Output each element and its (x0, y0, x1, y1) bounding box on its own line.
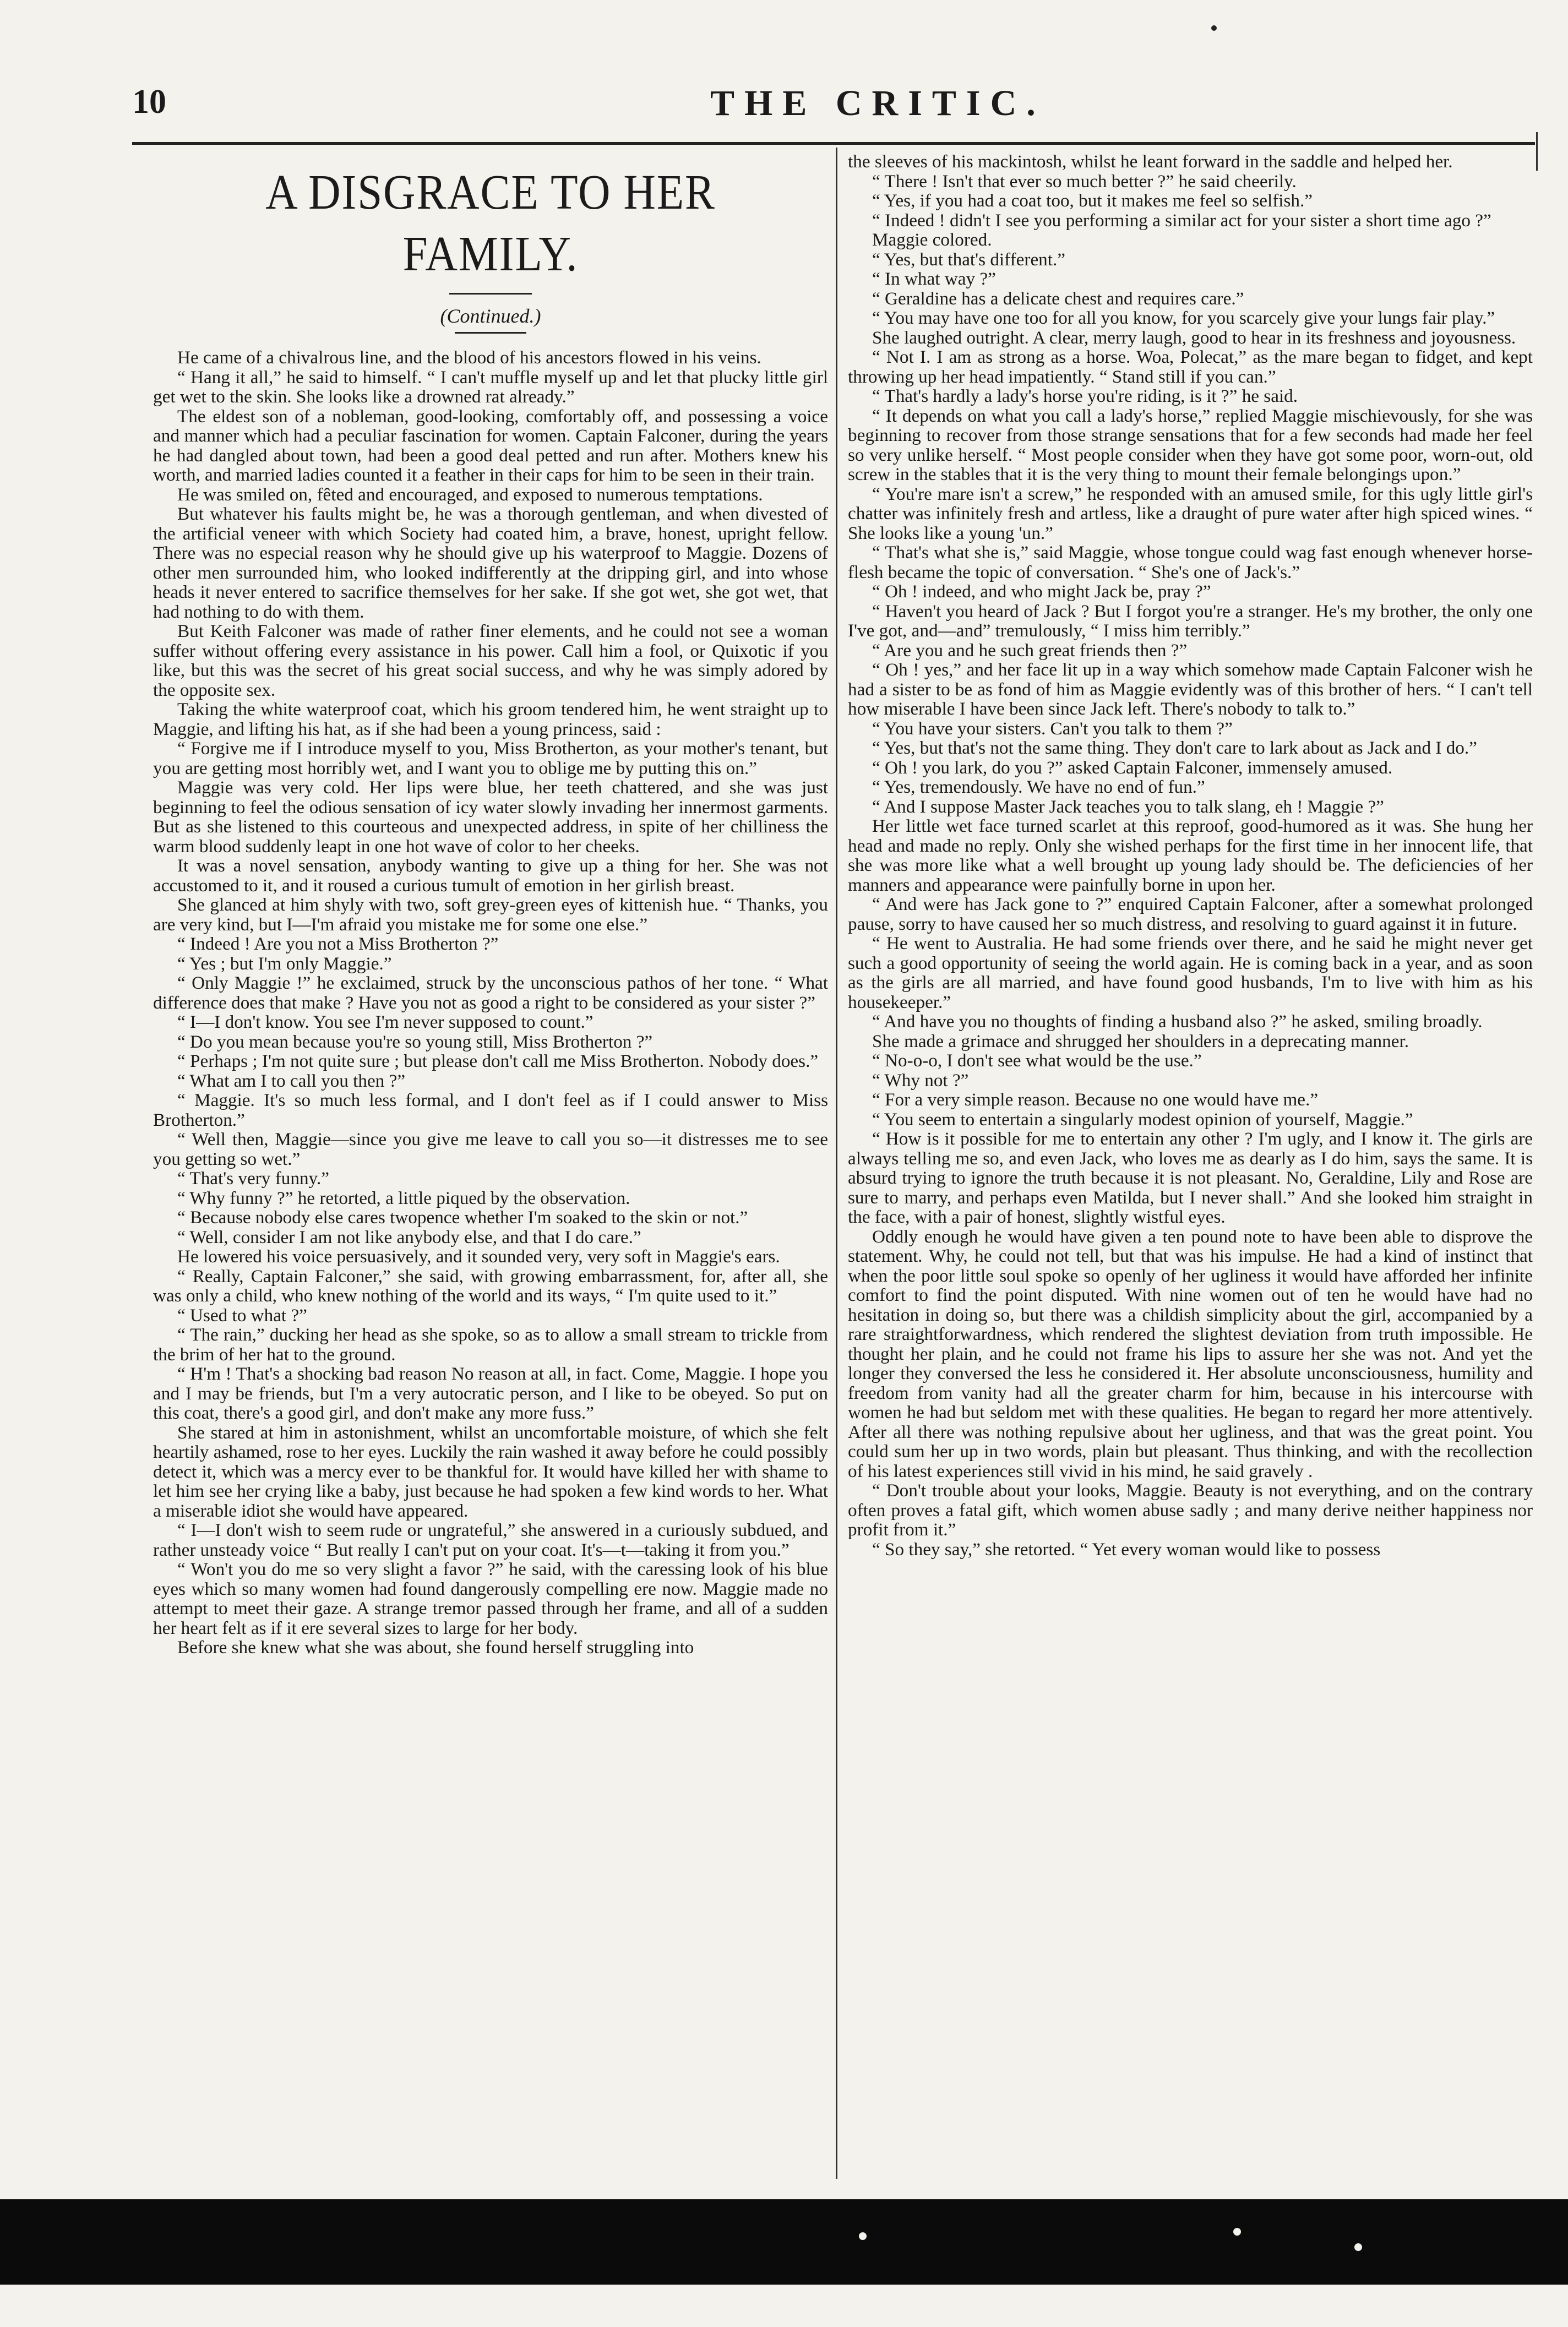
paragraph: “ Why funny ?” he retorted, a little piqued by the observation. (177, 1187, 630, 1208)
paragraph: She glanced at him shyly with two, soft grey-green eyes of kittenish hue. “ Thanks, you are very kind, but I—I'm afraid you mistake me for some one else.” (153, 895, 828, 935)
paragraph: Her little wet face turned scarlet at this reproof, good-humored as it was. She hung her head and made no reply. Only she wished perhaps for the first time in her innocent life, that she was more like what a well brought up young lady should be. The deficiencies of her manners and appearance were painfully borne in upon her. (848, 816, 1533, 895)
paragraph: He came of a chivalrous line, and the blood of his ancestors flowed in his veins. (177, 347, 761, 368)
paragraph: She made a grimace and shrugged her shoulders in a deprecating manner. (872, 1031, 1409, 1051)
continued-rule (455, 332, 526, 334)
paragraph: “ Won't you do me so very slight a favor ?” he said, with the caressing look of his blue eyes which so many women had found dangerously compelling ere now. Maggie made no attempt to meet their gaze. A strange tremor passed through her frame, and all of a sudden her heart felt as if it ere several sizes to large for her body. (153, 1559, 828, 1638)
paragraph: “ Only Maggie !” he exclaimed, struck by the unconscious pathos of her tone. “ What difference does that make ? Have you not as good a right to be considered as your sister ?” (153, 973, 828, 1013)
paragraph: “ You have your sisters. Can't you talk to them ?” (872, 718, 1233, 739)
paragraph: Before she knew what she was about, she found herself struggling into (177, 1637, 694, 1658)
paragraph: It was a novel sensation, anybody wanting to give up a thing for her. She was not accustomed to it, and it roused a curious tumult of emotion in her girlish breast. (153, 855, 828, 896)
scan-speck (1233, 2228, 1241, 2236)
paragraph: “ In what way ?” (872, 269, 996, 289)
paragraph: “ Really, Captain Falconer,” she said, with growing embarrassment, for, after all, she was only a child, who knew nothing of the world and its ways, “ I'm quite used to it.” (153, 1266, 828, 1306)
paragraph: “ Yes, tremendously. We have no end of fun.” (872, 777, 1205, 797)
paragraph: “ And were has Jack gone to ?” enquired Captain Falconer, after a somewhat prolonged pause, sorry to have caused her so much distress, and resolving to guard against it in future. (848, 894, 1533, 934)
paragraph: the sleeves of his mackintosh, whilst he leant forward in the saddle and helped her. (848, 152, 1453, 172)
paragraph: “ For a very simple reason. Because no one would have me.” (872, 1089, 1319, 1110)
paragraph: “ How is it possible for me to entertain any other ? I'm ugly, and I know it. The girls are always telling me so, and even Jack, who loves me as dearly as I do him, says the same. It is absurd trying to ignore the truth because it is not pleasant. No, Geraldine, Lily and Rose are sure to marry, and perhaps even Matilda, but I never shall.” And she looked him straight in the face, with a pair of honest, slightly wistful eyes. (848, 1129, 1533, 1227)
left-column-text (153, 348, 828, 1658)
scan-speck (1354, 2243, 1362, 2251)
paragraph: “ Indeed ! didn't I see you performing a similar act for your sister a short time ago ?” (872, 210, 1491, 231)
right-column (848, 152, 1533, 2170)
paragraph: “ There ! Isn't that ever so much better ?” he said cheerily. (872, 171, 1297, 192)
paragraph: “ Yes, but that's different.” (872, 249, 1066, 270)
paragraph: “ You're mare isn't a screw,” he responded with an amused smile, for this ugly little girl's chatter was infinitely fresh and artless, like a draught of pure water after high spiced wines. “ She looks like a young 'un.” (848, 483, 1533, 543)
left-column (153, 152, 828, 2170)
title-rule (449, 293, 532, 295)
paragraph: The eldest son of a nobleman, good-looking, comfortably off, and possessing a voice and manner which had a peculiar fascination for women. Captain Falconer, during the years he had dangled about town, had been a good deal petted and run after. Mothers knew his worth, and married ladies counted it a feather in their caps for him to be seen in their train. (153, 406, 828, 485)
paragraph: “ Yes, but that's not the same thing. They don't care to lark about as Jack and I do.” (872, 738, 1477, 758)
paragraph: “ So they say,” she retorted. “ Yet every woman would like to possess (872, 1539, 1381, 1560)
scan-speck (859, 2232, 867, 2240)
paragraph: “ Hang it all,” he said to himself. “ I can't muffle myself up and let that plucky little girl get wet to the skin. She looks like a drowned rat already.” (153, 367, 828, 407)
paragraph: “ That's hardly a lady's horse you're riding, is it ?” he said. (872, 386, 1298, 406)
paragraph: He lowered his voice persuasively, and it sounded very, very soft in Maggie's ears. (177, 1246, 780, 1267)
paragraph: “ Yes, if you had a coat too, but it makes me feel so selfish.” (872, 190, 1313, 211)
paragraph: “ Oh ! yes,” and her face lit up in a way which somehow made Captain Falconer wish he had a sister to be as fond of him as Maggie evidently was of this brother of hers. “ I can't tell how miserable I have been since Jack left. There's nobody to talk to.” (848, 660, 1533, 719)
paragraph: “ Yes ; but I'm only Maggie.” (177, 953, 392, 974)
paragraph: “ You seem to entertain a singularly modest opinion of yourself, Maggie.” (872, 1109, 1413, 1130)
right-column-text (848, 152, 1533, 1559)
paragraph: Maggie colored. (872, 230, 992, 250)
paragraph: “ That's what she is,” said Maggie, whose tongue could wag fast enough whenever horse-flesh became the topic of conversation. “ She's one of Jack's.” (848, 542, 1533, 582)
paragraph: “ Oh ! indeed, and who might Jack be, pray ?” (872, 581, 1211, 602)
paragraph: He was smiled on, fêted and encouraged, and exposed to numerous temptations. (177, 484, 763, 505)
paragraph: “ Haven't you heard of Jack ? But I forgot you're a stranger. He's my brother, the only one I've got, and—and” tremulously, “ I miss him terribly.” (848, 601, 1533, 641)
paragraph: “ Not I. I am as strong as a horse. Woa, Polecat,” as the mare began to fidget, and kept throwing up her head impatiently. “ Stand still if you can.” (848, 347, 1533, 387)
print-speck (1211, 25, 1217, 31)
paragraph: “ No-o-o, I don't see what would be the use.” (872, 1050, 1202, 1071)
paragraph: “ Well then, Maggie—since you give me leave to call you so—it distresses me to see you getting so wet.” (153, 1129, 828, 1169)
continued-label: (Continued.) (440, 305, 541, 327)
paragraph: “ Are you and he such great friends then ?” (872, 640, 1188, 661)
paragraph: She laughed outright. A clear, merry laugh, good to hear in its freshness and joyousness. (872, 327, 1516, 348)
paragraph: Taking the white waterproof coat, which his groom tendered him, he went straight up to Maggie, and lifting his hat, as if she had been a young princess, said : (153, 699, 828, 739)
page-header (132, 83, 1568, 135)
paragraph: “ And I suppose Master Jack teaches you to talk slang, eh ! Maggie ?” (872, 796, 1384, 817)
paragraph: “ Because nobody else cares twopence whether I'm soaked to the skin or not.” (177, 1207, 748, 1228)
paragraph: “ You may have one too for all you know, for you scarcely give your lungs fair play.” (872, 308, 1495, 328)
paragraph: “ I—I don't know. You see I'm never supposed to count.” (177, 1012, 594, 1032)
article-title: A DISGRACE TO HER FAMILY. (265, 165, 716, 281)
paragraph: She stared at him in astonishment, whilst an uncomfortable moisture, of which she felt heartily ashamed, rose to her eyes. Luckily the rain washed it away before he could possibly detect it, which was a mercy ever to be thankful for. It would have killed her with shame to let him see her crying like a baby, just because he had spoken a few kind words to her. What a miserable idiot she would have appeared. (153, 1422, 828, 1521)
paragraph: “ Used to what ?” (177, 1305, 307, 1326)
paragraph: “ H'm ! That's a shocking bad reason No reason at all, in fact. Come, Maggie. I hope you and I may be friends, but I'm a very autocratic person, and I like to be obeyed. So put on this coat, there's a good girl, and don't make any more fuss.” (153, 1364, 828, 1423)
paragraph: Maggie was very cold. Her lips were blue, her teeth chattered, and she was just beginning to feel the odious sensation of icy water slowly invading her innermost garments. But as she listened to this courteous and unexpected address, in spite of her chilliness the warm blood suddenly leapt in one hot wave of color to her cheeks. (153, 777, 828, 857)
paragraph: But whatever his faults might be, he was a thorough gentleman, and when divested of the artificial veneer with which Society had coated him, a brave, honest, upright fellow. There was no especial reason why he should give up his waterproof to Maggie. Dozens of other men surrounded him, who looked indifferently at the dripping girl, and into whose heads it never entered to sacrifice themselves for her sake. If she got wet, she got wet, that had nothing to do with them. (153, 504, 828, 622)
paragraph: “ The rain,” ducking her head as she spoke, so as to allow a small stream to trickle from the brim of her hat to the ground. (153, 1325, 828, 1365)
paragraph: “ Don't trouble about your looks, Maggie. Beauty is not everything, and on the contrary often proves a fatal gift, which women abuse sadly ; and many derive neither happiness nor profit from it.” (848, 1480, 1533, 1540)
paragraph: “ What am I to call you then ?” (177, 1070, 406, 1091)
paragraph: “ Do you mean because you're so young still, Miss Brotherton ?” (177, 1031, 653, 1052)
paragraph: But Keith Falconer was made of rather finer elements, and he could not see a woman suffer without offering every assistance in his power. Call him a fool, or Quixotic if you like, but this was the secret of his great social success, and why he was simply adored by the opposite sex. (153, 621, 828, 700)
running-title: THE CRITIC. (710, 83, 1046, 123)
paragraph: “ It depends on what you call a lady's horse,” replied Maggie mischievously, for she was beginning to recover from those strange sensations that for a few seconds had made her feel so very unlike herself. “ Most people consider when they have got some poor, worn-out, old screw in the stables that it is the very thing to mount their female belongings upon.” (848, 405, 1533, 484)
paragraph: “ I—I don't wish to seem rude or ungrateful,” she answered in a curiously subdued, and rather unsteady voice “ But really I can't put on your coat. It's—t—taking it from you.” (153, 1520, 828, 1560)
paragraph: Oddly enough he would have given a ten pound note to have been able to disprove the statement. Why, he could not tell, but that was his impulse. He had a kind of instinct that when the poor little soul spoke so openly of her ugliness it would have afforded her infinite comfort to find the point disputed. With nine women out of ten he would have had no hesitation in doing so, but there was a childish simplicity about the girl, accompanied by a rare straightforwardness, which rendered the slightest deviation from truth impossible. He thought her plain, and he could not frame his lips to assure her she was not. And yet the longer they conversed the less he considered it. Her absolute unconsciousness, humility and freedom from vanity had all the greater charm for him, because in his intercourse with women he had but seldom met with these qualities. He began to regard her more attentively. After all there was nothing repulsive about her ugliness, and that was the great point. You could sum her up in two words, plain but pleasant. Thus thinking, and with the recollection of his latest experiences still vivid in his mind, he said gravely . (848, 1226, 1533, 1481)
paragraph: “ Geraldine has a delicate chest and requires care.” (872, 288, 1244, 309)
page-number: 10 (132, 83, 166, 121)
paragraph: “ Forgive me if I introduce myself to you, Miss Brotherton, as your mother's tenant, but you are getting most horribly wet, and I want you to oblige me by putting this on.” (153, 738, 828, 778)
paragraph: “ Maggie. It's so much less formal, and I don't feel as if I could answer to Miss Brotherton.” (153, 1090, 828, 1130)
paragraph: “ That's very funny.” (177, 1168, 329, 1189)
paragraph: “ Oh ! you lark, do you ?” asked Captain Falconer, immensely amused. (872, 757, 1393, 778)
bottom-scan-band (0, 2199, 1568, 2285)
paragraph: “ And have you no thoughts of finding a husband also ?” he asked, smiling broadly. (872, 1011, 1483, 1032)
paragraph: “ Well, consider I am not like anybody else, and that I do care.” (177, 1227, 641, 1247)
header-rule (132, 142, 1535, 145)
right-edge-rule (1536, 132, 1538, 171)
paragraph: “ Indeed ! Are you not a Miss Brotherton ?” (177, 934, 499, 954)
paragraph: “ Perhaps ; I'm not quite sure ; but please don't call me Miss Brotherton. Nobody does.” (177, 1051, 819, 1071)
column-divider (836, 148, 837, 2179)
paragraph: “ He went to Australia. He had some friends over there, and he said he might never get such a good opportunity of seeing the world again. He is coming back in a year, and as soon as the girls are all married, and have found good husbands, I'm to live with him as his housekeeper.” (848, 933, 1533, 1012)
paragraph: “ Why not ?” (872, 1070, 969, 1091)
